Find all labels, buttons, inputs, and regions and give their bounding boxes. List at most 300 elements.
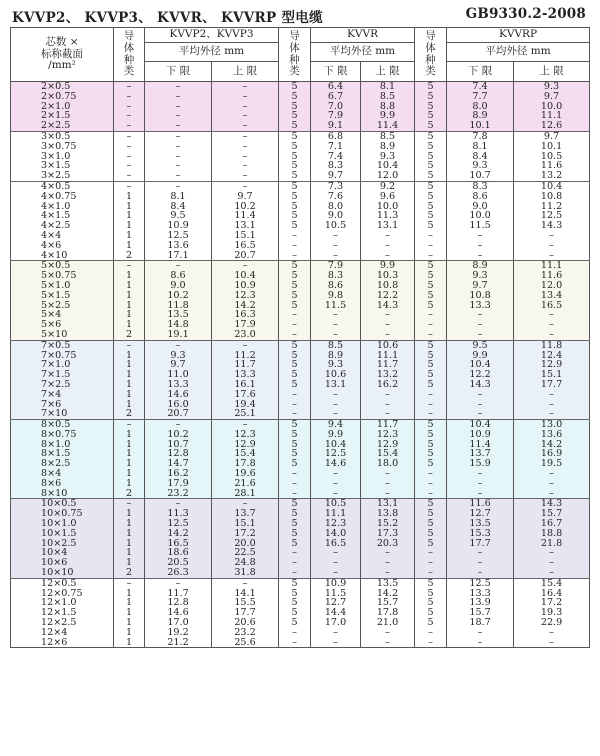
cell-kvvrp-upper: 14.2 [514,440,590,450]
table-body [11,82,590,648]
cell-conductor-kvvrp: – [415,469,447,479]
cell-conductor-kvvr: 5 [279,598,311,608]
cell-conductor-kvvrp: – [415,568,447,578]
cell-spec: 2×0.75 [11,92,114,102]
cell-kvvrp-lower: 10.9 [447,430,514,440]
cell-kvvrp-lower: 13.7 [447,449,514,459]
table-row [11,618,590,628]
cell-kvvp-lower: 12.5 [145,519,212,529]
cell-kvvp-upper: 13.3 [212,370,279,380]
cell-conductor-kvvr: – [279,638,311,648]
cell-kvvrp-lower: 9.3 [447,271,514,281]
cell-conductor-kvvr: 5 [279,301,311,311]
cell-conductor-kvvrp: 5 [415,211,447,221]
cell-kvvrp-upper: 10.0 [514,102,590,112]
table-row [11,360,590,370]
cell-conductor-kvvr: – [279,469,311,479]
cell-kvvp-lower: – [145,340,212,350]
cell-conductor-kvvr: 5 [279,370,311,380]
upper-limit-header-kvvp: 上 限 [212,62,279,82]
cell-kvvr-lower: 16.5 [311,539,361,549]
cell-kvvp-upper: 23.2 [212,628,279,638]
cell-conductor-kvvrp: 5 [415,102,447,112]
table-row [11,202,590,212]
cell-kvvrp-upper: – [514,330,590,340]
cell-conductor-kvvr: 5 [279,92,311,102]
cell-kvvrp-lower: – [447,251,514,261]
cell-kvvr-lower: 10.6 [311,370,361,380]
cell-kvvr-upper: – [361,241,415,251]
cell-conductor-kvvr: – [279,241,311,251]
cell-kvvrp-lower: 8.1 [447,142,514,152]
cell-kvvp-lower: – [145,92,212,102]
cell-conductor-kvvrp: 5 [415,360,447,370]
document-title: KVVP2、 KVVP3、 KVVR、 KVVRP 型电缆 [12,10,323,26]
cell-kvvp-upper: 23.0 [212,330,279,340]
cell-kvvr-lower: 9.4 [311,420,361,430]
cell-kvvr-lower: – [311,479,361,489]
cell-spec: 5×6 [11,320,114,330]
cell-conductor-kvvrp: 5 [415,351,447,361]
cell-kvvr-lower: – [311,548,361,558]
cell-kvvr-upper: – [361,479,415,489]
cell-kvvr-lower: – [311,558,361,568]
cell-kvvr-lower: 13.1 [311,380,361,390]
conductor-type-header-kvvp: 导体种类 [114,28,145,82]
cell-conductor-kvvrp: – [415,241,447,251]
cell-kvvrp-lower: 10.4 [447,360,514,370]
cell-kvvrp-lower: 15.9 [447,459,514,469]
cell-kvvrp-lower: – [447,320,514,330]
cell-kvvrp-lower: 17.7 [447,539,514,549]
cell-kvvp-upper: 31.8 [212,568,279,578]
cell-kvvr-lower: – [311,409,361,419]
cell-kvvr-upper: 9.9 [361,261,415,271]
cell-spec: 12×2.5 [11,618,114,628]
table-row [11,310,590,320]
cell-spec: 5×1.5 [11,291,114,301]
cell-kvvp-lower: 14.6 [145,608,212,618]
cell-kvvrp-lower: 10.1 [447,121,514,131]
cell-kvvr-lower: 10.5 [311,221,361,231]
cell-kvvrp-upper: 18.8 [514,529,590,539]
cell-conductor-kvvrp: 5 [415,281,447,291]
cell-conductor-kvvrp: 5 [415,192,447,202]
cell-kvvp-upper: 15.1 [212,519,279,529]
cell-kvvp-upper: – [212,131,279,141]
cell-conductor-kvvr: 5 [279,459,311,469]
cell-kvvp-upper: – [212,152,279,162]
cell-kvvp-upper: 19.6 [212,469,279,479]
cell-kvvrp-lower: 7.7 [447,92,514,102]
cell-kvvp-lower: 11.0 [145,370,212,380]
cell-conductor-kvvrp: – [415,231,447,241]
cell-kvvp-upper: 10.2 [212,202,279,212]
cell-conductor-kvvrp: 5 [415,221,447,231]
table-row [11,638,590,648]
cell-kvvrp-lower: 14.3 [447,380,514,390]
cell-kvvrp-lower: 8.3 [447,181,514,191]
cell-conductor-kvvr: – [279,628,311,638]
cell-kvvp-upper: – [212,420,279,430]
cell-spec: 8×2.5 [11,459,114,469]
cell-kvvp-lower: 10.7 [145,440,212,450]
cell-kvvr-lower: 7.0 [311,102,361,112]
cell-kvvr-upper: 9.2 [361,181,415,191]
cell-spec: 8×6 [11,479,114,489]
cell-kvvp-upper: 15.1 [212,231,279,241]
cell-kvvrp-upper: – [514,479,590,489]
cell-kvvrp-lower: – [447,548,514,558]
table-row [11,231,590,241]
cell-spec: 10×1.0 [11,519,114,529]
cell-kvvrp-upper: 13.6 [514,430,590,440]
cell-conductor-kvvp: 1 [114,440,145,450]
cell-kvvr-upper: 21.0 [361,618,415,628]
cell-spec: 12×1.0 [11,598,114,608]
table-row [11,211,590,221]
cell-conductor-kvvr: 5 [279,211,311,221]
cell-kvvp-upper: 10.9 [212,281,279,291]
cell-kvvrp-lower: 8.9 [447,111,514,121]
cell-conductor-kvvr: 5 [279,608,311,618]
cell-conductor-kvvp: – [114,111,145,121]
cell-kvvr-lower: 14.4 [311,608,361,618]
cell-conductor-kvvrp: – [415,409,447,419]
cell-kvvp-lower: – [145,499,212,509]
spec-header-line1: 芯数 × [45,36,79,49]
cell-kvvp-lower: – [145,142,212,152]
cell-spec: 5×0.5 [11,261,114,271]
cell-conductor-kvvrp: – [415,310,447,320]
table-row [11,568,590,578]
cell-kvvp-upper: 21.6 [212,479,279,489]
cell-kvvr-upper: 8.5 [361,131,415,141]
cell-spec: 7×4 [11,390,114,400]
cell-conductor-kvvr: – [279,390,311,400]
cell-kvvp-upper: 13.1 [212,221,279,231]
cell-conductor-kvvp: – [114,181,145,191]
cell-kvvr-upper: – [361,558,415,568]
cell-conductor-kvvp: 1 [114,370,145,380]
cell-conductor-kvvp: – [114,261,145,271]
cell-kvvp-lower: 14.8 [145,320,212,330]
cell-conductor-kvvrp: 5 [415,578,447,588]
cell-kvvp-upper: – [212,340,279,350]
cell-conductor-kvvrp: 5 [415,519,447,529]
cell-kvvrp-upper: 15.4 [514,578,590,588]
cell-spec: 3×1.0 [11,152,114,162]
spec-header-line3: /mm² [48,59,76,72]
cell-kvvrp-upper: 11.8 [514,340,590,350]
cell-kvvrp-upper: 9.7 [514,131,590,141]
table-row [11,281,590,291]
cell-kvvr-lower: 9.7 [311,171,361,181]
cell-kvvp-upper: 11.2 [212,351,279,361]
table-row [11,261,590,271]
cell-kvvrp-upper: 15.1 [514,370,590,380]
cell-spec: 2×1.5 [11,111,114,121]
cell-kvvr-lower: 8.9 [311,351,361,361]
cell-kvvr-upper: 11.7 [361,420,415,430]
cell-conductor-kvvrp: 5 [415,92,447,102]
cell-kvvrp-lower: – [447,479,514,489]
cell-spec: 12×4 [11,628,114,638]
cell-kvvr-upper: 9.6 [361,192,415,202]
table-row [11,111,590,121]
cell-kvvrp-upper: – [514,231,590,241]
table-row [11,241,590,251]
cell-conductor-kvvrp: 5 [415,598,447,608]
cell-kvvp-lower: 20.7 [145,409,212,419]
cell-kvvrp-lower: – [447,469,514,479]
cell-kvvrp-lower: – [447,241,514,251]
cell-spec: 12×1.5 [11,608,114,618]
cell-conductor-kvvp: 2 [114,489,145,499]
cell-kvvrp-upper: – [514,628,590,638]
cell-conductor-kvvrp: 5 [415,142,447,152]
cell-kvvrp-lower: 9.9 [447,351,514,361]
cell-conductor-kvvp: 2 [114,251,145,261]
conductor-type-header-kvvr: 导体种类 [279,28,311,82]
cell-kvvr-upper: 10.6 [361,340,415,350]
cell-kvvrp-upper: 12.0 [514,281,590,291]
cell-kvvp-lower: 9.0 [145,281,212,291]
cell-kvvr-upper: 11.4 [361,121,415,131]
cell-conductor-kvvp: 1 [114,618,145,628]
cell-kvvp-lower: 8.4 [145,202,212,212]
cell-kvvp-upper: 25.1 [212,409,279,419]
cell-kvvp-lower: – [145,131,212,141]
cell-conductor-kvvrp: 5 [415,202,447,212]
cell-conductor-kvvrp: – [415,400,447,410]
cell-spec: 4×6 [11,241,114,251]
cell-kvvr-lower: 7.3 [311,181,361,191]
cell-spec: 5×0.75 [11,271,114,281]
cell-kvvr-lower: 9.1 [311,121,361,131]
cell-kvvrp-lower: 7.8 [447,131,514,141]
cell-kvvp-lower: 9.3 [145,351,212,361]
cell-kvvr-upper: – [361,390,415,400]
cell-kvvp-lower: – [145,121,212,131]
cell-conductor-kvvr: 5 [279,142,311,152]
cell-spec: 10×2.5 [11,539,114,549]
table-row [11,192,590,202]
cell-kvvp-lower: – [145,111,212,121]
cell-conductor-kvvrp: 5 [415,291,447,301]
cell-kvvr-lower: – [311,390,361,400]
cell-kvvr-upper: – [361,628,415,638]
cell-conductor-kvvp: – [114,499,145,509]
cell-conductor-kvvr: – [279,479,311,489]
table-row [11,142,590,152]
cell-spec: 10×6 [11,558,114,568]
cell-conductor-kvvr: 5 [279,102,311,112]
cell-conductor-kvvp: 1 [114,558,145,568]
cell-conductor-kvvr: 5 [279,192,311,202]
cell-kvvp-upper: – [212,171,279,181]
cell-kvvp-lower: 11.8 [145,301,212,311]
cell-kvvr-upper: 17.8 [361,608,415,618]
table-row [11,370,590,380]
upper-limit-header-kvvrp: 上 限 [514,62,590,82]
cell-conductor-kvvrp: 5 [415,539,447,549]
cell-conductor-kvvr: 5 [279,271,311,281]
cell-conductor-kvvr: 5 [279,221,311,231]
cell-kvvrp-upper: 13.2 [514,171,590,181]
cell-kvvr-lower: – [311,568,361,578]
cell-kvvr-upper: 14.3 [361,301,415,311]
cell-kvvp-upper: 22.5 [212,548,279,558]
cell-kvvp-lower: 19.1 [145,330,212,340]
cell-conductor-kvvr: 5 [279,281,311,291]
cell-conductor-kvvrp: 5 [415,111,447,121]
cell-conductor-kvvrp: 5 [415,589,447,599]
cell-kvvrp-upper: – [514,400,590,410]
cell-kvvr-lower: – [311,251,361,261]
cell-kvvrp-lower: – [447,568,514,578]
cell-spec: 5×2.5 [11,301,114,311]
cell-spec: 4×0.5 [11,181,114,191]
cell-conductor-kvvr: – [279,409,311,419]
cell-kvvp-upper: 16.3 [212,310,279,320]
cell-conductor-kvvrp: 5 [415,529,447,539]
cell-kvvp-lower: – [145,578,212,588]
cell-conductor-kvvrp: – [415,489,447,499]
cell-kvvr-lower: 7.9 [311,261,361,271]
cell-kvvp-upper: 15.4 [212,449,279,459]
cell-kvvp-upper: 13.7 [212,509,279,519]
table-row [11,598,590,608]
cell-conductor-kvvr: 5 [279,121,311,131]
cell-spec: 12×6 [11,638,114,648]
cell-kvvp-upper: – [212,261,279,271]
cell-kvvrp-upper: 14.3 [514,499,590,509]
table-row [11,548,590,558]
cell-kvvrp-lower: 10.0 [447,211,514,221]
cell-kvvp-upper: – [212,142,279,152]
cell-kvvr-lower: 9.3 [311,360,361,370]
cell-kvvp-lower: 13.6 [145,241,212,251]
cell-conductor-kvvrp: 5 [415,608,447,618]
cell-conductor-kvvr: 5 [279,529,311,539]
cell-conductor-kvvr: 5 [279,509,311,519]
cell-kvvr-upper: 13.1 [361,499,415,509]
cell-kvvp-lower: 14.7 [145,459,212,469]
cell-conductor-kvvp: 1 [114,380,145,390]
cell-kvvr-upper: – [361,310,415,320]
cell-conductor-kvvp: 1 [114,548,145,558]
cell-kvvr-lower: 9.9 [311,430,361,440]
table-row [11,608,590,618]
cell-spec: 3×0.75 [11,142,114,152]
cell-kvvrp-upper: 10.8 [514,192,590,202]
cell-conductor-kvvp: 1 [114,638,145,648]
cell-kvvrp-upper: 13.4 [514,291,590,301]
cell-kvvr-upper: – [361,638,415,648]
cell-kvvr-upper: 14.2 [361,589,415,599]
cell-kvvp-lower: – [145,161,212,171]
cell-spec: 8×10 [11,489,114,499]
cell-conductor-kvvp: 1 [114,529,145,539]
table-row [11,469,590,479]
cell-conductor-kvvrp: 5 [415,82,447,92]
cell-kvvp-lower: 16.5 [145,539,212,549]
table-row [11,161,590,171]
cell-kvvrp-lower: 10.4 [447,420,514,430]
cell-kvvrp-lower: 10.7 [447,171,514,181]
cell-kvvr-upper: 10.3 [361,271,415,281]
cell-conductor-kvvr: – [279,320,311,330]
cell-kvvp-upper: 25.6 [212,638,279,648]
cell-kvvp-lower: – [145,102,212,112]
cell-conductor-kvvp: 1 [114,221,145,231]
cell-kvvp-lower: 9.5 [145,211,212,221]
cell-spec: 3×1.5 [11,161,114,171]
cell-conductor-kvvr: 5 [279,539,311,549]
cell-kvvr-lower: 8.0 [311,202,361,212]
cell-kvvrp-upper: 16.7 [514,519,590,529]
cell-kvvrp-lower: 15.3 [447,529,514,539]
cell-kvvp-lower: 20.5 [145,558,212,568]
cell-spec: 8×0.75 [11,430,114,440]
cell-kvvrp-lower: 9.7 [447,281,514,291]
cell-spec: 4×10 [11,251,114,261]
cell-kvvrp-lower: – [447,638,514,648]
cell-conductor-kvvp: 1 [114,211,145,221]
cell-kvvp-upper: 11.4 [212,211,279,221]
cell-kvvp-upper: 17.2 [212,529,279,539]
cell-kvvp-lower: 17.0 [145,618,212,628]
cell-conductor-kvvp: 1 [114,400,145,410]
table-row [11,320,590,330]
cell-spec: 3×2.5 [11,171,114,181]
cell-conductor-kvvr: 5 [279,499,311,509]
cell-kvvrp-upper: 11.6 [514,271,590,281]
cell-kvvrp-lower: 12.2 [447,370,514,380]
cell-kvvp-upper: – [212,121,279,131]
cell-spec: 12×0.5 [11,578,114,588]
cell-conductor-kvvrp: – [415,320,447,330]
cell-kvvp-lower: 21.2 [145,638,212,648]
cell-conductor-kvvp: 1 [114,449,145,459]
cell-spec: 7×0.75 [11,351,114,361]
cell-kvvr-upper: 11.1 [361,351,415,361]
cell-conductor-kvvp: 1 [114,360,145,370]
cell-kvvrp-upper: – [514,409,590,419]
cell-kvvp-upper: 20.6 [212,618,279,628]
cell-kvvp-lower: 16.0 [145,400,212,410]
table-row [11,489,590,499]
cell-kvvrp-upper: – [514,568,590,578]
cell-conductor-kvvp: – [114,131,145,141]
cell-spec: 10×10 [11,568,114,578]
cell-kvvr-lower: 8.3 [311,271,361,281]
cell-kvvrp-upper: 15.7 [514,509,590,519]
cell-kvvr-lower: 10.5 [311,499,361,509]
cell-conductor-kvvrp: 5 [415,370,447,380]
table-row [11,301,590,311]
cell-kvvp-lower: 10.2 [145,430,212,440]
cell-conductor-kvvp: – [114,142,145,152]
cell-conductor-kvvr: 5 [279,152,311,162]
cell-kvvr-lower: 7.6 [311,192,361,202]
cell-kvvp-lower: 18.6 [145,548,212,558]
cell-spec: 5×4 [11,310,114,320]
cell-kvvp-upper: 19.4 [212,400,279,410]
cell-kvvrp-upper: 19.3 [514,608,590,618]
cell-conductor-kvvp: 1 [114,231,145,241]
